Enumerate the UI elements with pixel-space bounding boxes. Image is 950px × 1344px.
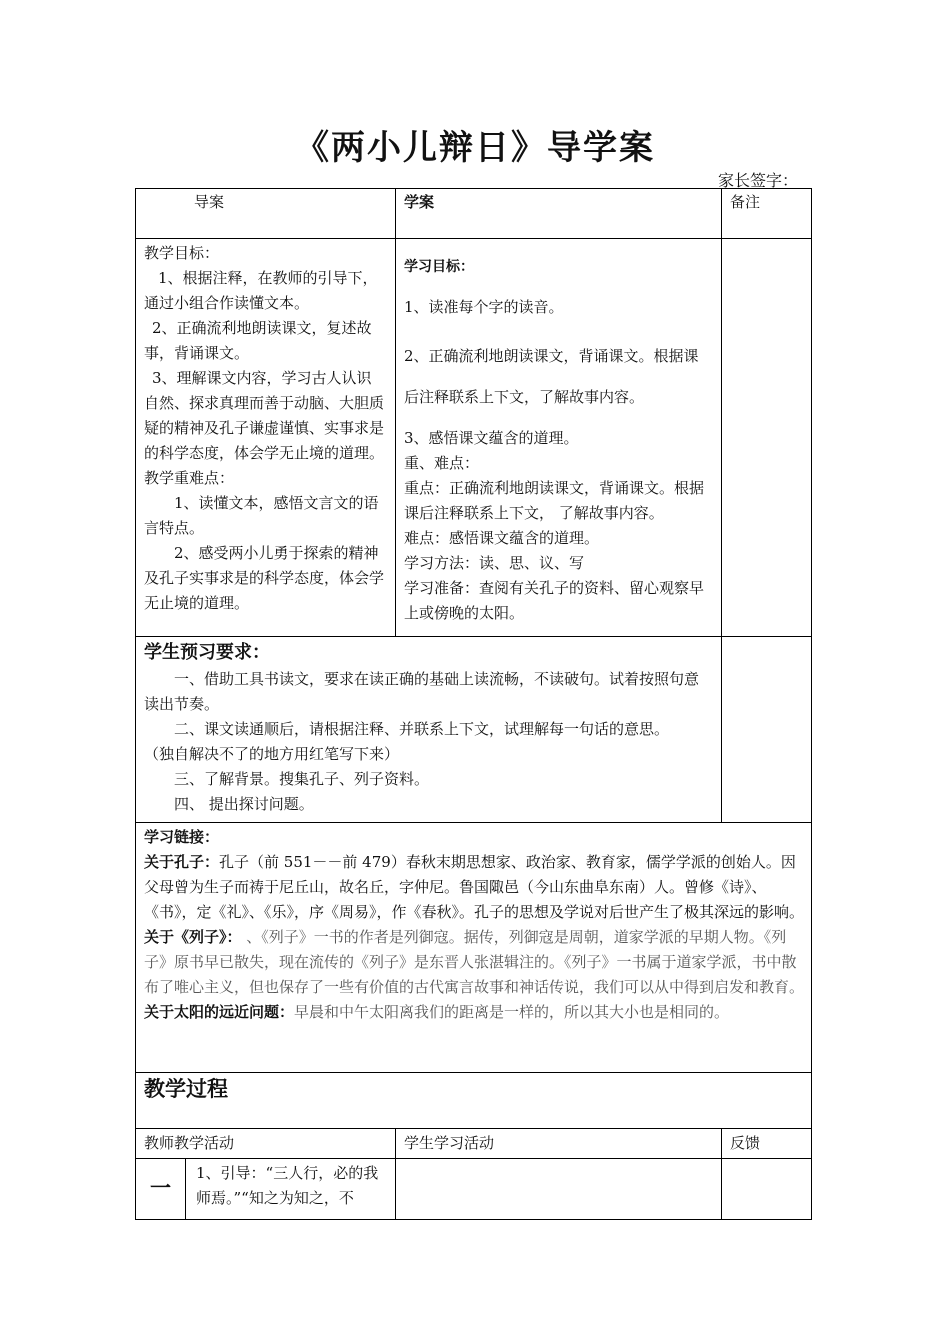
learning-goal: 1、读准每个字的读音。 xyxy=(404,298,564,316)
learning-key-heading: 重、难点： xyxy=(404,454,480,472)
learning-goal: 3、感悟课文蕴含的道理。 xyxy=(404,429,579,447)
confucius-label: 关于孔子： xyxy=(144,853,220,871)
liezi-label: 关于《列子》： xyxy=(144,928,242,946)
parent-signature-label: 家长签字： xyxy=(718,171,799,190)
learning-method: 学习方法：读、思、议、写 xyxy=(404,554,585,572)
learning-goals-heading: 学习目标： xyxy=(404,259,475,275)
links-cell xyxy=(136,823,812,1073)
header-notes-cell xyxy=(722,189,812,239)
step-student-cell xyxy=(396,1159,722,1220)
step-feedback-cell xyxy=(722,1159,812,1220)
teaching-goal: 2、正确流利地朗读课文，复述故事，背诵课文。 xyxy=(144,319,372,362)
header-guide: 导案 xyxy=(194,193,225,211)
page-title: 《两小儿辩日》导学案 xyxy=(295,128,655,168)
liezi-text: 、《列子》一书的作者是列御寇。据传，列御寇是周朝，道家学派的早期人物。《列子》原书早已散失，现在流传的《列子》是东晋人张湛辑注的。《列子》一书属于道家学派，书中散布了唯心主义，但也保存了一些有价值的古代寓言故事和神话传说，我们可以从中得到启发和教育。 xyxy=(144,928,805,996)
confucius-text: 孔子（前 551－－前 479）春秋末期思想家、政治家、教育家，儒学学派的创始人。因父母曾为生子而祷于尼丘山，故名丘，字仲尼。鲁国陬邑（今山东曲阜东南）人。曾修《诗》、《书》，定《礼》、《乐》，序《周易》，作《春秋》。孔子的思想及学说对后世产生了极其深远的影响。 xyxy=(144,853,805,921)
process-heading-cell xyxy=(136,1073,812,1129)
links-heading: 学习链接： xyxy=(144,828,220,846)
step-teacher-text: 1、引导：“三人行，必的我师焉。”“知之为知之，不 xyxy=(196,1164,379,1207)
process-col-feedback: 反馈 xyxy=(722,1129,812,1159)
step-number-cell xyxy=(136,1159,186,1220)
teaching-key-item: 2、感受两小儿勇于探索的精神及孔子实事求是的科学态度，体会学无止境的道理。 xyxy=(144,544,385,612)
preview-heading: 学生预习要求： xyxy=(144,642,270,663)
header-study: 学案 xyxy=(404,193,435,211)
learning-goal: 2、正确流利地朗读课文，背诵课文。根据课后注释联系上下文，了解故事内容。 xyxy=(404,347,699,406)
sun-label: 关于太阳的远近问题： xyxy=(144,1003,295,1021)
preview-item-note: （独自解决不了的地方用红笔写下来） xyxy=(144,745,400,763)
goals-notes-cell xyxy=(722,239,812,637)
header-guide-cell xyxy=(136,189,396,239)
teaching-goal: 1、根据注释，在教师的引导下，通过小组合作读懂文本。 xyxy=(144,269,378,312)
preview-item: 四、 提出探讨问题。 xyxy=(174,795,314,813)
process-col-student: 学生学习活动 xyxy=(396,1129,722,1159)
preview-row xyxy=(136,637,812,823)
preview-cell xyxy=(136,637,722,823)
teaching-key-item: 1、读懂文本，感悟文言文的语言特点。 xyxy=(144,494,379,537)
links-row xyxy=(136,823,812,1073)
header-notes: 备注 xyxy=(730,193,761,211)
preview-item: 三、了解背景。搜集孔子、列子资料。 xyxy=(174,770,430,788)
process-columns-row xyxy=(136,1129,812,1159)
process-col-teacher: 教师教学活动 xyxy=(136,1129,396,1159)
step-number: 一 xyxy=(150,1175,171,1200)
preview-item: 二、课文读通顺后，请根据注释、并联系上下文，试理解每一句话的意思。 xyxy=(174,720,670,738)
teaching-key-heading: 教学重难点： xyxy=(144,469,235,487)
learning-hard-point: 难点：感悟课文蕴含的道理。 xyxy=(404,529,600,547)
goals-row xyxy=(136,239,812,637)
process-step-row xyxy=(136,1159,812,1220)
header-row xyxy=(136,189,812,239)
teaching-goal: 3、理解课文内容，学习古人认识自然、探求真理而善于动脑、大胆质疑的精神及孔子谦虚谨慎、实事求是的科学态度，体会学无止境的道理。 xyxy=(144,369,385,462)
teaching-goals-heading: 教学目标： xyxy=(144,244,220,262)
process-heading-row xyxy=(136,1073,812,1129)
learning-key-point: 重点：正确流利地朗读课文，背诵课文。根据课后注释联系上下文， 了解故事内容。 xyxy=(404,479,705,522)
lesson-plan-table xyxy=(135,188,812,1220)
teaching-goals-cell xyxy=(136,239,396,637)
sun-text: 早晨和中午太阳离我们的距离是一样的，所以其大小也是相同的。 xyxy=(294,1003,730,1021)
process-heading: 教学过程 xyxy=(144,1077,228,1101)
header-study-cell xyxy=(396,189,722,239)
learning-goals-cell xyxy=(396,239,722,637)
step-teacher-cell xyxy=(186,1159,396,1220)
learning-prep: 学习准备：查阅有关孔子的资料、留心观察早上或傍晚的太阳。 xyxy=(404,579,705,622)
preview-item: 一、借助工具书读文，要求在读正确的基础上读流畅，不读破句。试着按照句意读出节奏。 xyxy=(144,670,700,713)
preview-notes-cell xyxy=(722,637,812,823)
